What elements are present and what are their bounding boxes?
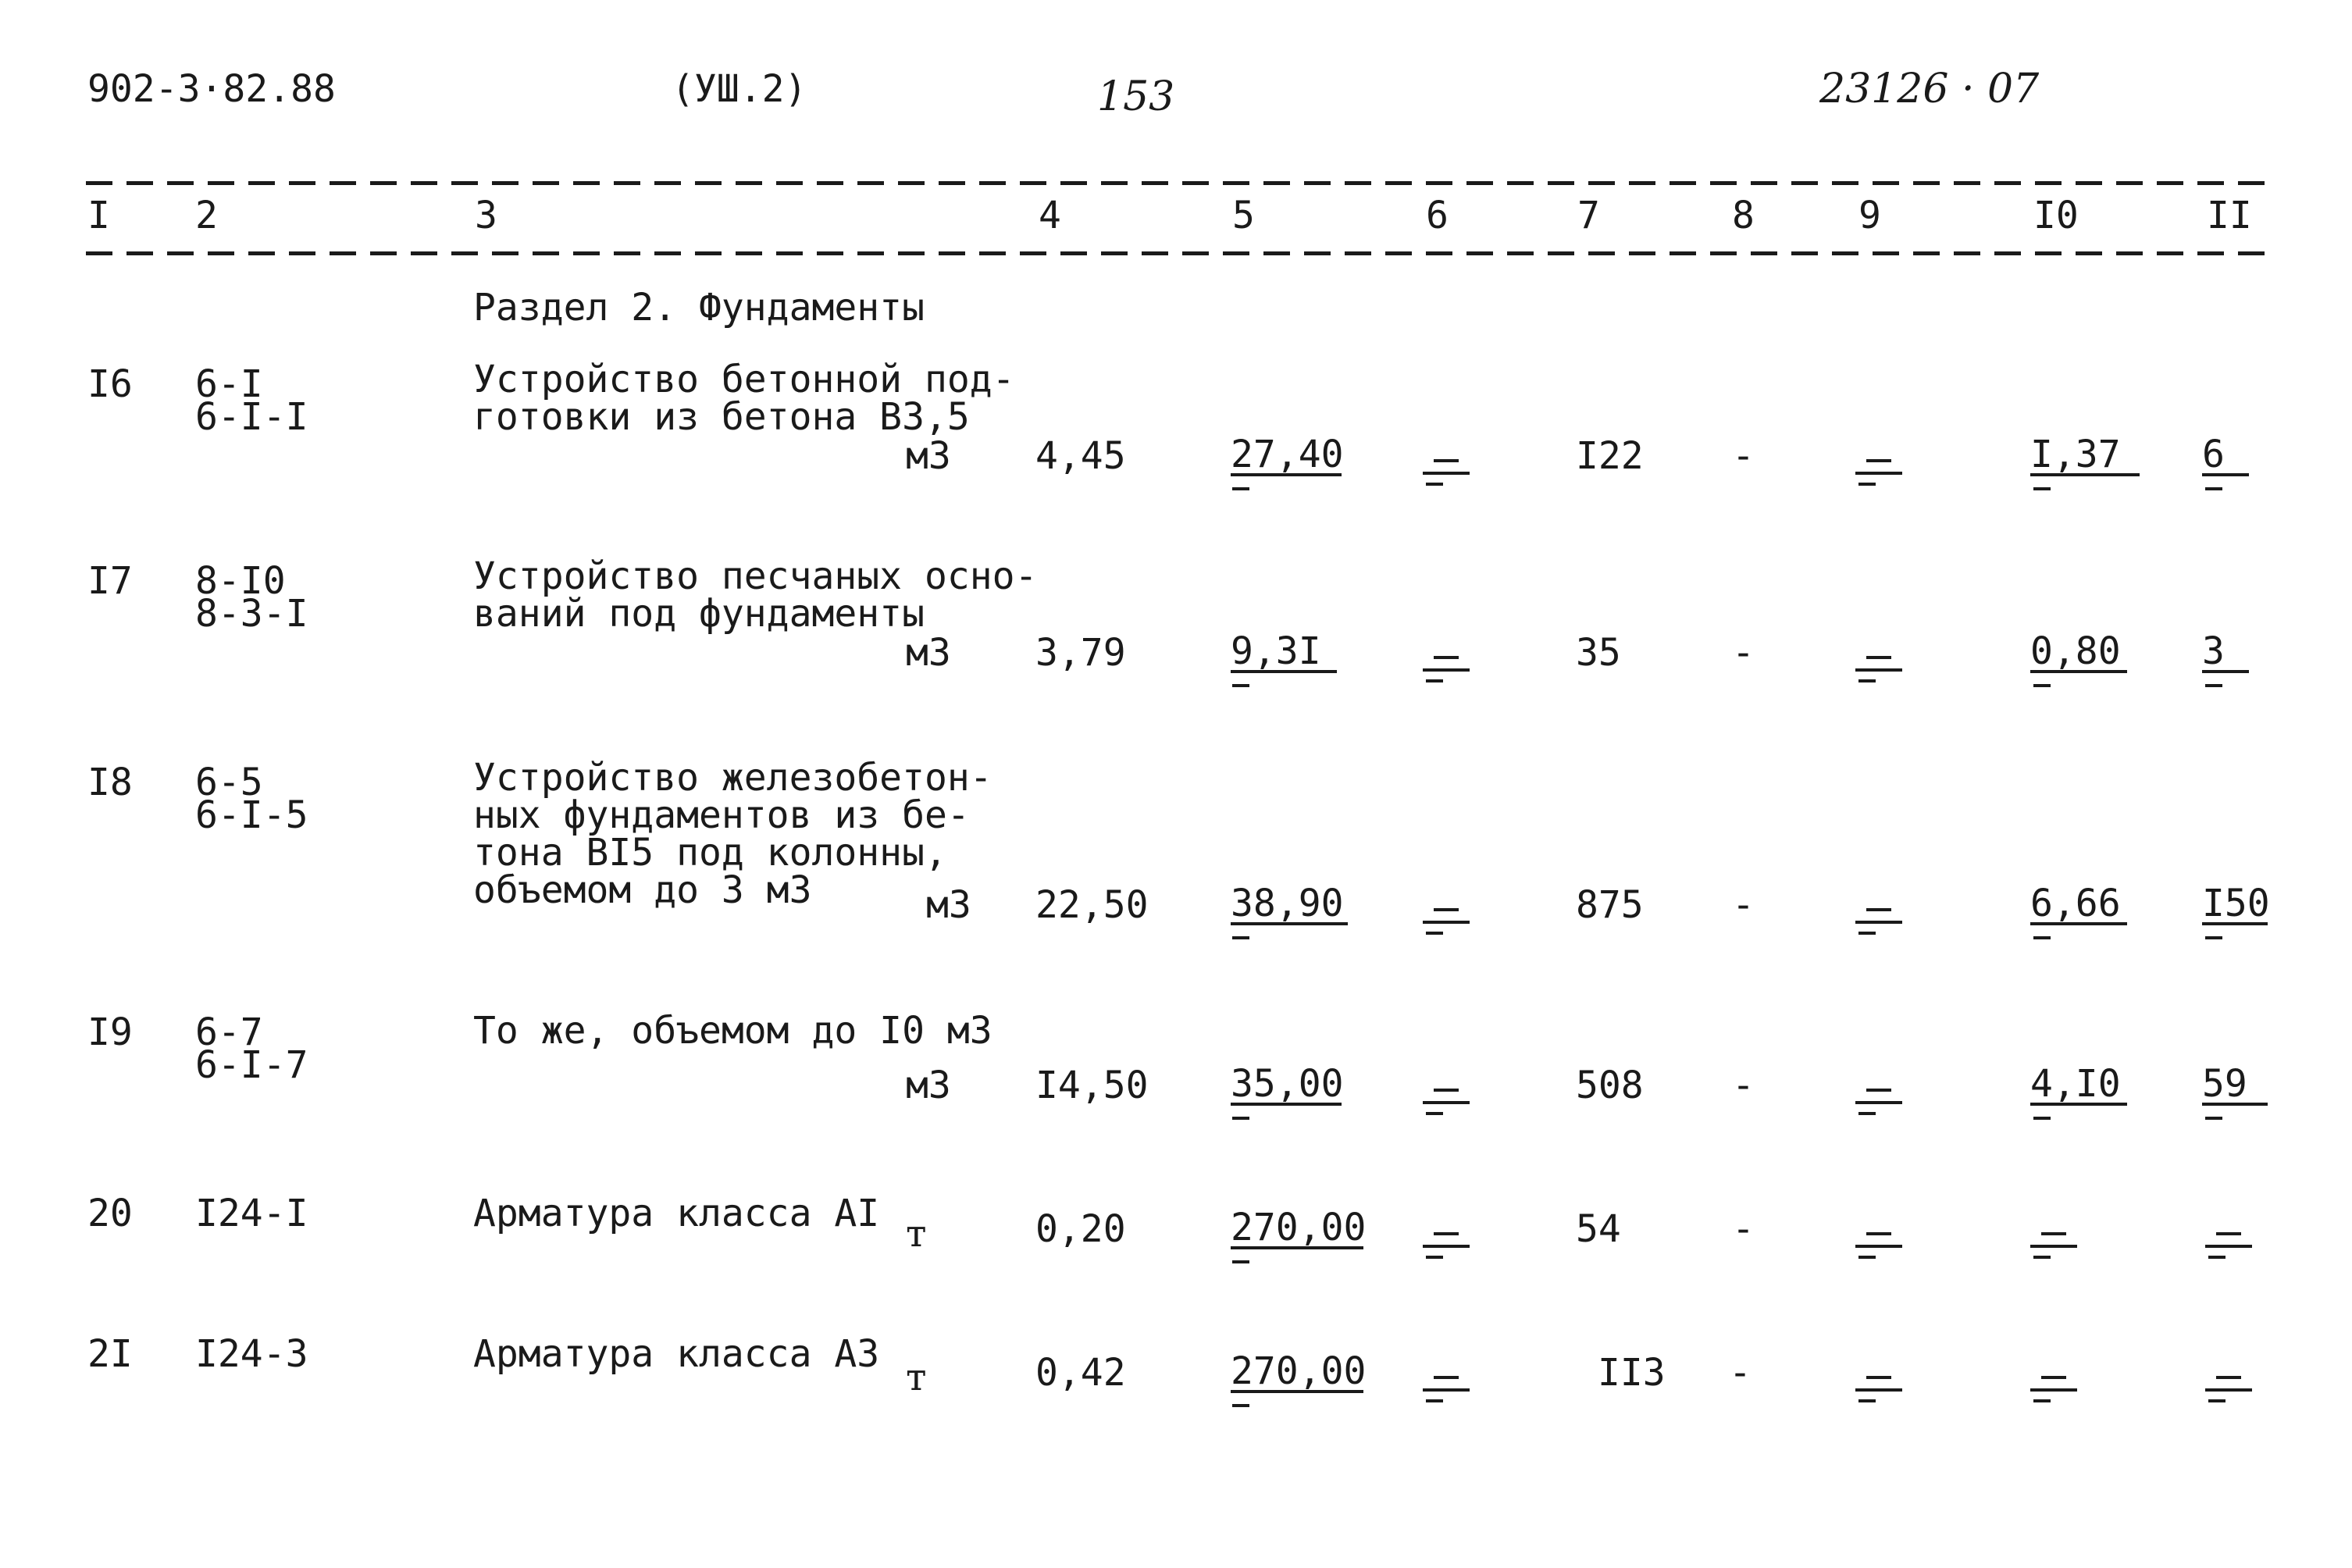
price-sub-dash	[1232, 684, 1249, 687]
price-sub-dash	[1232, 936, 1249, 939]
row-price: 9,3I	[1231, 633, 1337, 673]
row-description: Устройство железобетон- ных фундаментов из бе- тона BI5 под колонны, объемом до 3 м3	[473, 756, 992, 912]
row-col7: I22	[1576, 434, 1644, 478]
row-col8: -	[1729, 1351, 1752, 1395]
row-description: Устройство бетонной под- готовки из бетона В3,5	[473, 358, 1015, 439]
col-header-6: 6	[1426, 194, 1449, 237]
equals-dash-mark	[1423, 1370, 1470, 1401]
row-code-secondary: 6-I-I	[195, 395, 308, 439]
row-col8: -	[1732, 883, 1755, 927]
col11-sub-dash	[2205, 1117, 2222, 1120]
price-sub-dash	[1232, 1404, 1249, 1407]
row-quantity: 4,45	[1035, 434, 1126, 478]
row-unit: м3	[906, 1064, 951, 1107]
row-col11: I50	[2202, 882, 2270, 925]
equals-dash-mark	[1423, 1226, 1470, 1257]
equals-dash-mark	[1423, 650, 1470, 681]
row-price: 27,40	[1231, 433, 1344, 476]
row-quantity: 0,42	[1035, 1351, 1126, 1395]
row-code-primary: I24-I	[195, 1192, 308, 1235]
row-code-secondary: 8-3-I	[195, 592, 308, 636]
col-header-1: I	[87, 194, 110, 237]
row-col11: 6	[2202, 436, 2249, 476]
col-header-7: 7	[1577, 194, 1600, 237]
col-header-8: 8	[1732, 194, 1755, 237]
equals-dash-mark	[1423, 453, 1470, 484]
col10-sub-dash	[2033, 1117, 2051, 1120]
price-sub-dash	[1232, 1117, 1249, 1120]
col-header-3: 3	[475, 194, 497, 237]
row-col10: I,37	[2030, 436, 2140, 476]
row-number: I8	[87, 761, 133, 804]
col-header-11: II	[2207, 194, 2252, 237]
row-price: 35,00	[1231, 1062, 1344, 1106]
equals-dash-mark	[2030, 1226, 2077, 1257]
col10-sub-dash	[2033, 684, 2051, 687]
equals-dash-mark	[1855, 1370, 1902, 1401]
row-col10: 0,80	[2030, 633, 2127, 673]
row-description: Арматура класса АI	[473, 1192, 880, 1235]
row-number: I6	[87, 362, 133, 406]
row-code-primary: I24-3	[195, 1332, 308, 1376]
row-col7: 54	[1576, 1207, 1621, 1251]
col-header-9: 9	[1858, 194, 1881, 237]
header-top-rule	[86, 181, 2272, 185]
row-unit: т	[906, 1212, 927, 1256]
row-col7: II3	[1598, 1351, 1666, 1395]
row-number: 2I	[87, 1332, 133, 1376]
price-sub-dash	[1232, 1260, 1249, 1263]
row-quantity: 0,20	[1035, 1207, 1126, 1251]
row-code-primary: 8-I0	[195, 559, 286, 603]
row-number: 20	[87, 1192, 133, 1235]
reference-number: 23126 · 07	[1819, 66, 2040, 112]
col10-sub-dash	[2033, 487, 2051, 490]
row-col8: -	[1732, 631, 1755, 675]
row-col10: 6,66	[2030, 885, 2127, 925]
page-number: 153	[1097, 73, 1175, 120]
header-bottom-rule	[86, 251, 2272, 255]
row-unit: м3	[906, 631, 951, 675]
row-col10: 4,I0	[2030, 1065, 2127, 1106]
row-price: 38,90	[1231, 885, 1348, 925]
col-header-5: 5	[1232, 194, 1255, 237]
row-unit: т	[906, 1356, 927, 1399]
row-number: I7	[87, 559, 133, 603]
doc-code: 902-3·82.88	[87, 67, 336, 111]
equals-dash-mark	[1855, 650, 1902, 681]
col11-sub-dash	[2205, 684, 2222, 687]
section-title: Раздел 2. Фундаменты	[473, 286, 925, 330]
equals-dash-mark	[2030, 1370, 2077, 1401]
equals-dash-mark	[1855, 1082, 1902, 1114]
row-quantity: 3,79	[1035, 631, 1126, 675]
equals-dash-mark	[1855, 1226, 1902, 1257]
section-code: (УШ.2)	[672, 67, 807, 111]
row-number: I9	[87, 1010, 133, 1054]
row-code-primary: 6-I	[195, 362, 263, 406]
row-col8: -	[1732, 434, 1755, 478]
equals-dash-mark	[1423, 1082, 1470, 1114]
row-unit: м3	[926, 883, 971, 927]
col-header-4: 4	[1039, 194, 1061, 237]
equals-dash-mark	[1855, 902, 1902, 933]
equals-dash-mark	[1423, 902, 1470, 933]
row-description: Устройство песчаных осно- ваний под фундаменты	[473, 554, 1038, 636]
row-col7: 508	[1576, 1064, 1644, 1107]
row-col7: 875	[1576, 883, 1644, 927]
row-quantity: I4,50	[1035, 1064, 1149, 1107]
equals-dash-mark	[2205, 1226, 2252, 1257]
row-quantity: 22,50	[1035, 883, 1149, 927]
col10-sub-dash	[2033, 936, 2051, 939]
row-description: То же, объемом до I0 м3	[473, 1009, 992, 1053]
row-col8: -	[1732, 1064, 1755, 1107]
col11-sub-dash	[2205, 936, 2222, 939]
row-code-secondary: 6-I-7	[195, 1043, 308, 1087]
price-sub-dash	[1232, 487, 1249, 490]
row-unit: м3	[906, 434, 951, 478]
row-description: Арматура класса А3	[473, 1332, 880, 1376]
row-col7: 35	[1576, 631, 1621, 675]
row-code-primary: 6-7	[195, 1010, 263, 1054]
row-col11: 3	[2202, 633, 2249, 673]
row-price: 270,00	[1231, 1349, 1367, 1393]
row-price: 270,00	[1231, 1206, 1367, 1249]
row-col8: -	[1732, 1207, 1755, 1251]
col-header-10: I0	[2033, 194, 2079, 237]
col-header-2: 2	[195, 194, 218, 237]
row-code-primary: 6-5	[195, 761, 263, 804]
row-code-secondary: 6-I-5	[195, 793, 308, 837]
equals-dash-mark	[1855, 453, 1902, 484]
row-col11: 59	[2202, 1065, 2268, 1106]
col11-sub-dash	[2205, 487, 2222, 490]
equals-dash-mark	[2205, 1370, 2252, 1401]
